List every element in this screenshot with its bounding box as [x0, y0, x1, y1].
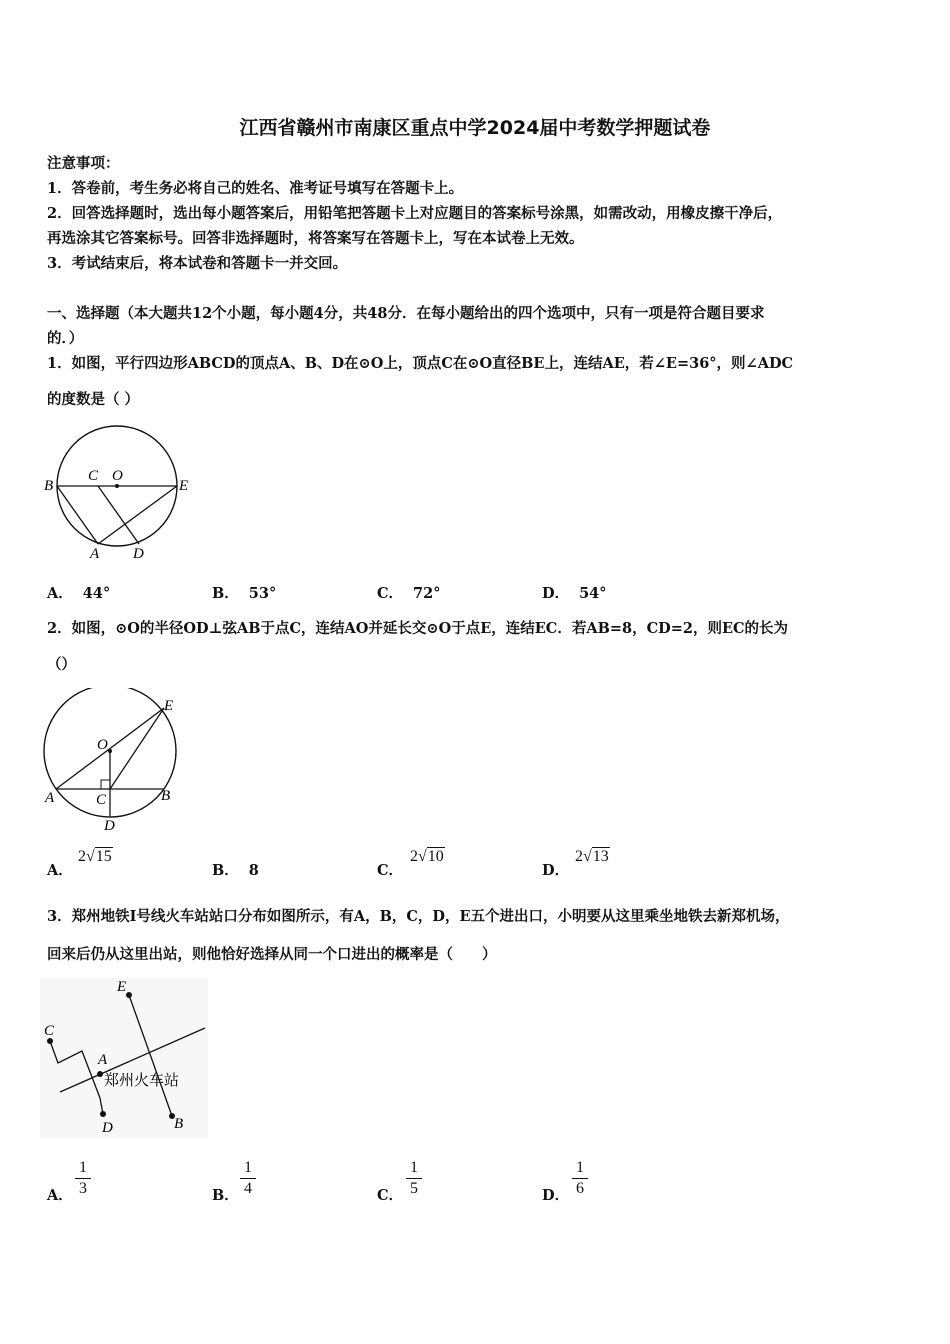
page-title: 江西省赣州市南康区重点中学2024届中考数学押题试卷	[239, 117, 711, 139]
q3-option-c-num: 1	[406, 1158, 422, 1179]
q2-option-c-radicand: 10	[427, 848, 444, 865]
q3-option-a-letter: A．	[47, 1187, 73, 1204]
notice-heading: 注意事项：	[47, 155, 120, 172]
q2-option-b[interactable]	[212, 859, 259, 880]
q3-option-a[interactable]	[47, 1184, 73, 1205]
q1-label-D: D	[133, 546, 144, 562]
q3-option-b-letter: B．	[212, 1187, 239, 1204]
q1-option-d-letter: D．	[542, 585, 570, 602]
q3-option-d[interactable]	[542, 1184, 569, 1205]
q1-option-c-letter: C．	[377, 585, 404, 602]
q1-figure	[40, 420, 200, 565]
q2-option-a-radicand: 15	[95, 848, 112, 865]
q3-option-c[interactable]	[377, 1184, 403, 1205]
q1-option-c[interactable]	[377, 582, 440, 603]
q3-option-a-den: 3	[79, 1180, 87, 1197]
q2-option-d-value	[575, 848, 610, 866]
q2-option-b-value: 8	[248, 862, 259, 879]
q2-label-A: A	[45, 790, 55, 806]
q1-option-d-value: 54°	[579, 585, 607, 602]
q3-option-d-letter: D．	[542, 1187, 570, 1204]
q3-option-d-num: 1	[572, 1158, 588, 1179]
section-heading-line2: 的．）	[47, 330, 84, 347]
q1-option-a-value: 44°	[82, 585, 111, 602]
q1-option-b[interactable]	[212, 582, 276, 603]
q3-label-D: D	[102, 1120, 113, 1136]
q2-option-a-coef: 2	[78, 848, 86, 865]
q3-station-label: 郑州火车站	[104, 1071, 180, 1089]
q2-stem-line1: 2．如图，⊙O的半径OD⊥弦AB于点C，连结AO并延长交⊙O于点E，连结EC．若AB=8，CD=2，则EC的长为	[47, 620, 789, 637]
q2-label-O: O	[97, 737, 108, 753]
q3-option-c-den: 5	[410, 1180, 418, 1197]
q1-option-a-letter: A．	[47, 585, 73, 602]
q1-label-A: A	[90, 546, 100, 562]
radical-sign: √	[418, 848, 427, 865]
q1-label-C: C	[88, 468, 99, 484]
q2-option-b-letter: B．	[212, 862, 239, 879]
radical-sign: √	[583, 848, 592, 865]
q1-option-c-value: 72°	[413, 585, 441, 602]
q1-option-a[interactable]	[47, 582, 110, 603]
q2-option-c[interactable]	[377, 859, 403, 880]
radical-sign: √	[86, 848, 95, 865]
q1-option-b-value: 53°	[248, 585, 277, 602]
q1-stem-line2: 的度数是（ ）	[47, 391, 140, 408]
q2-option-c-value	[410, 848, 445, 866]
q2-label-D: D	[104, 818, 115, 834]
q1-stem-line1: 1．如图，平行四边形ABCD的顶点A、B、D在⊙O上，顶点C在⊙O直径BE上，连结AE，若∠E=36°，则∠ADC	[47, 355, 794, 372]
notice-item-2-cont: 再选涂其它答案标号。回答非选择题时，将答案写在答题卡上，写在本试卷上无效。	[47, 230, 584, 247]
q3-figure	[40, 978, 212, 1140]
q3-option-b[interactable]	[212, 1184, 239, 1205]
q3-option-b-num: 1	[240, 1158, 256, 1179]
q2-option-d[interactable]	[542, 859, 569, 880]
q2-figure	[40, 688, 190, 838]
q2-option-a[interactable]	[47, 859, 73, 880]
q2-option-c-coef: 2	[410, 848, 418, 865]
q3-option-d-fraction	[572, 1158, 588, 1199]
notice-item-2: 2．回答选择题时，选出每小题答案后，用铅笔把答题卡上对应题目的答案标号涂黑，如需改动，用橡皮擦干净后，	[47, 205, 783, 222]
q3-label-C: C	[44, 1023, 55, 1039]
q2-option-c-letter: C．	[377, 862, 404, 879]
notice-item-1: 1．答卷前，考生务必将自己的姓名、准考证号填写在答题卡上。	[47, 180, 464, 197]
q2-option-a-value	[78, 848, 113, 866]
q1-label-B: B	[44, 478, 54, 494]
q2-option-d-letter: D．	[542, 862, 570, 879]
q3-option-d-den: 6	[576, 1180, 584, 1197]
q1-option-d[interactable]	[542, 582, 607, 603]
q3-option-c-fraction	[406, 1158, 422, 1199]
q3-label-A: A	[98, 1052, 108, 1068]
q2-option-d-radicand: 13	[592, 848, 609, 865]
section-heading-line1: 一、选择题（本大题共12个小题，每小题4分，共48分．在每小题给出的四个选项中，只有一项是符合题目要求	[47, 305, 765, 322]
q3-label-E: E	[117, 979, 127, 995]
q2-option-d-coef: 2	[575, 848, 583, 865]
q1-option-b-letter: B．	[212, 585, 239, 602]
q2-option-a-letter: A．	[47, 862, 73, 879]
q3-stem-line1: 3．郑州地铁Ⅰ号线火车站站口分布如图所示，有A，B，C，D，E五个进出口，小明要从这里乘坐地铁去新郑机场，	[47, 908, 790, 925]
q1-label-O: O	[112, 468, 123, 484]
q2-stem-line2: （）	[47, 656, 76, 673]
q3-option-a-num: 1	[75, 1158, 91, 1179]
q1-label-E: E	[179, 478, 189, 494]
q3-stem-line2: 回来后仍从这里出站，则他恰好选择从同一个口进出的概率是（ ）	[47, 946, 497, 963]
q2-label-C: C	[96, 792, 107, 808]
q2-label-B: B	[161, 788, 171, 804]
q3-option-b-den: 4	[244, 1180, 252, 1197]
q3-label-B: B	[174, 1116, 184, 1132]
q3-option-b-fraction	[240, 1158, 256, 1199]
q3-option-a-fraction	[75, 1158, 91, 1199]
q2-label-E: E	[164, 698, 174, 714]
notice-item-3: 3．考试结束后，将本试卷和答题卡一并交回。	[47, 255, 348, 272]
q3-option-c-letter: C．	[377, 1187, 404, 1204]
